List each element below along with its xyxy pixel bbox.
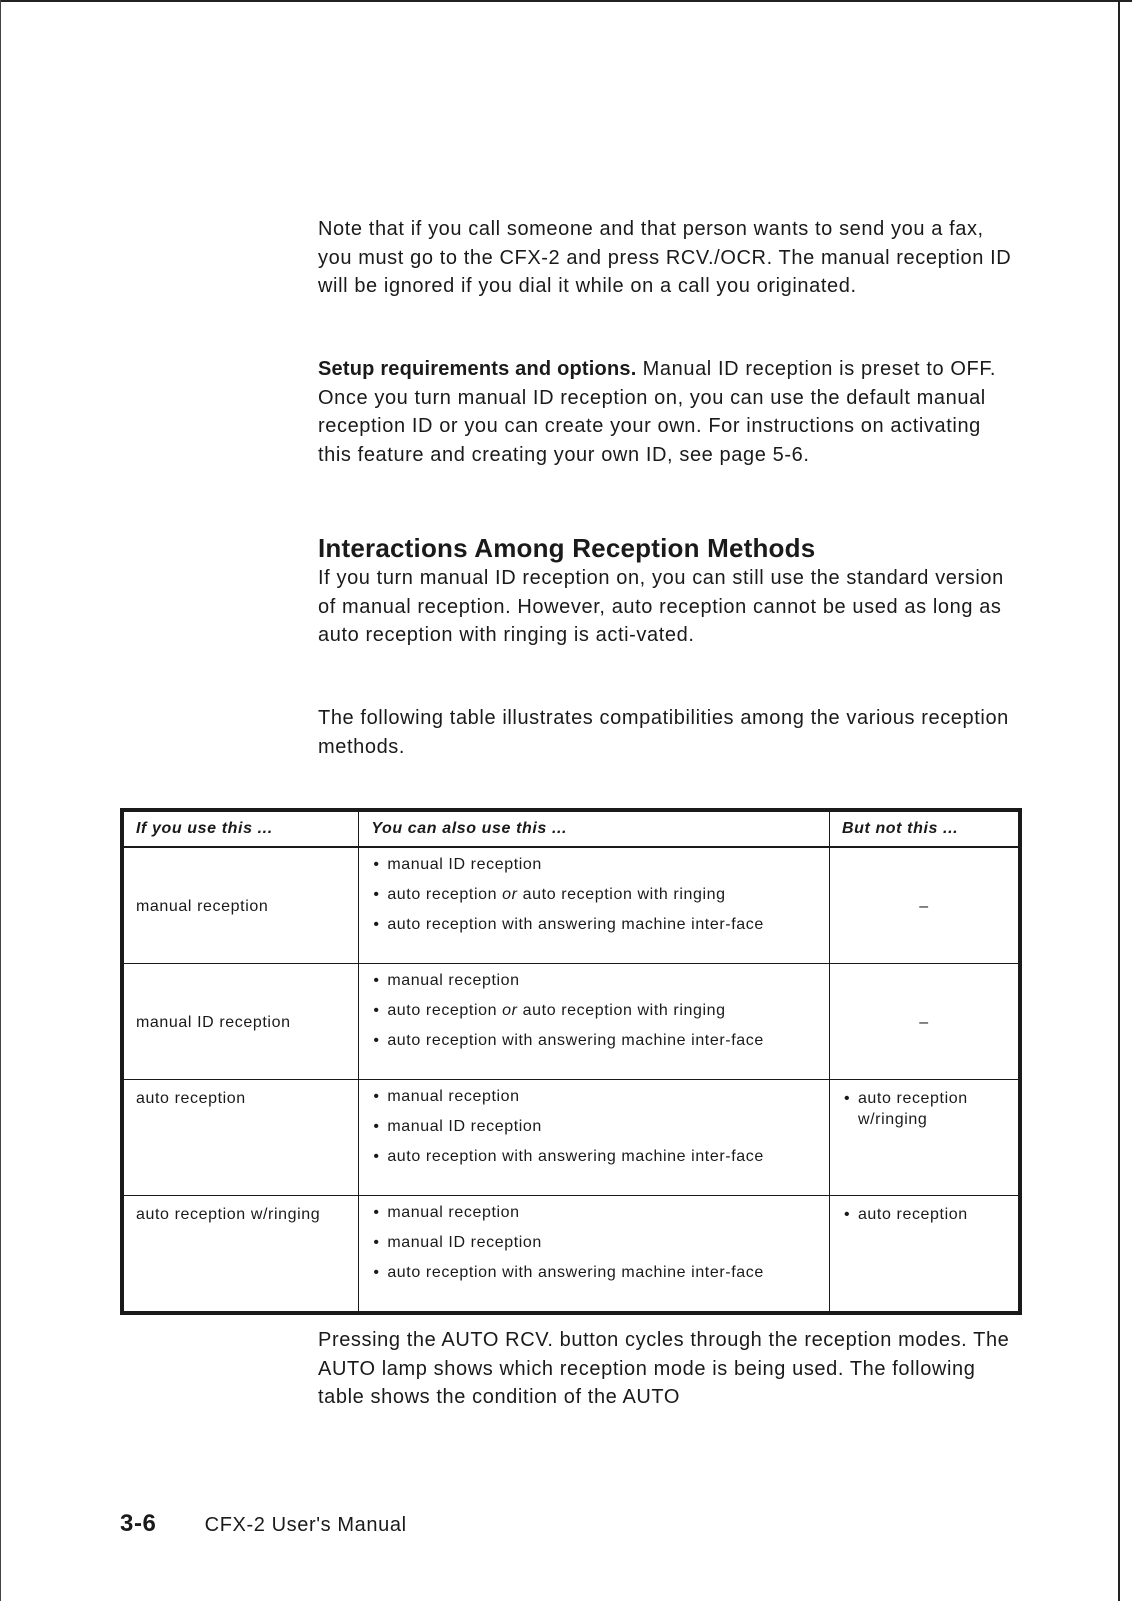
manual-title: CFX-2 User's Manual bbox=[204, 1514, 407, 1536]
table-row bbox=[124, 847, 1019, 963]
list-item: • manual reception bbox=[371, 1086, 817, 1107]
table-header-row bbox=[124, 812, 1019, 848]
method-cell: manual ID reception bbox=[124, 963, 359, 1079]
page-edge-top bbox=[0, 0, 1132, 2]
section-title: Interactions Among Reception Methods bbox=[318, 533, 816, 563]
list-item: • auto reception with answering machine inter-face bbox=[371, 1146, 817, 1167]
page-edge-left bbox=[0, 0, 1, 1601]
page-footer bbox=[120, 1510, 407, 1538]
table-header: You can also use this ... bbox=[359, 812, 830, 848]
interactions-section bbox=[318, 533, 1018, 650]
not-cell bbox=[829, 1195, 1018, 1311]
table-header: If you use this ... bbox=[124, 812, 359, 848]
method-cell: auto reception w/ringing bbox=[124, 1195, 359, 1311]
setup-paragraph bbox=[318, 355, 1018, 469]
table-header: But not this ... bbox=[829, 812, 1018, 848]
section-paragraph-1: If you turn manual ID reception on, you can still use the standard version of manual reception. However, auto reception cannot be used as long as auto reception with ringing is acti-vated. bbox=[318, 567, 1004, 646]
method-cell: auto reception bbox=[124, 1079, 359, 1195]
intro-paragraph: Note that if you call someone and that person wants to send you a fax, you must go to the CFX-2 and press RCV./OCR. The manual reception ID will be ignored if you dial it while on a call you originated. bbox=[318, 218, 1012, 297]
list-item: • auto reception with answering machine inter-face bbox=[371, 914, 817, 935]
list-item: • auto reception with answering machine inter-face bbox=[371, 1262, 817, 1283]
intro-section bbox=[318, 215, 1018, 301]
setup-text: Manual ID reception is preset to OFF. Once you turn manual ID reception on, you can use the default manual reception ID or you can create your own. For instructions on activating this feature and creating your own ID, see page 5-6. bbox=[318, 358, 997, 466]
not-cell bbox=[829, 1079, 1018, 1195]
also-cell bbox=[359, 1079, 830, 1195]
table-intro-section bbox=[318, 704, 1018, 761]
list-item: • manual reception bbox=[371, 970, 817, 991]
not-cell: – bbox=[829, 963, 1018, 1079]
list-item: • manual ID reception bbox=[371, 1116, 817, 1137]
list-item: • manual ID reception bbox=[371, 854, 817, 875]
page-number: 3-6 bbox=[120, 1510, 157, 1537]
table-row bbox=[124, 1079, 1019, 1195]
list-item: • manual reception bbox=[371, 1202, 817, 1223]
table-row bbox=[124, 963, 1019, 1079]
also-cell bbox=[359, 847, 830, 963]
not-cell: – bbox=[829, 847, 1018, 963]
also-cell bbox=[359, 963, 830, 1079]
list-item: • auto reception or auto reception with ringing bbox=[371, 884, 817, 905]
method-cell: manual reception bbox=[124, 847, 359, 963]
list-item: • auto reception or auto reception with ringing bbox=[371, 1000, 817, 1021]
list-item: • manual ID reception bbox=[371, 1232, 817, 1253]
also-cell bbox=[359, 1195, 830, 1311]
closing-section bbox=[318, 1326, 1018, 1412]
setup-heading: Setup requirements and options. bbox=[318, 358, 637, 380]
page-edge-right bbox=[1118, 0, 1120, 1601]
list-item: • auto reception with answering machine inter-face bbox=[371, 1030, 817, 1051]
section-paragraph-2: The following table illustrates compatibilities among the various reception methods. bbox=[318, 707, 1009, 758]
list-item: • auto reception bbox=[842, 1204, 1006, 1225]
table-row bbox=[124, 1195, 1019, 1311]
closing-paragraph: Pressing the AUTO RCV. button cycles through the reception modes. The AUTO lamp shows which reception mode is being used. The following table shows the condition of the AUTO bbox=[318, 1329, 1010, 1408]
setup-section bbox=[318, 355, 1018, 469]
list-item: • auto reception w/ringing bbox=[842, 1088, 1006, 1130]
compatibility-table bbox=[120, 808, 1022, 1315]
